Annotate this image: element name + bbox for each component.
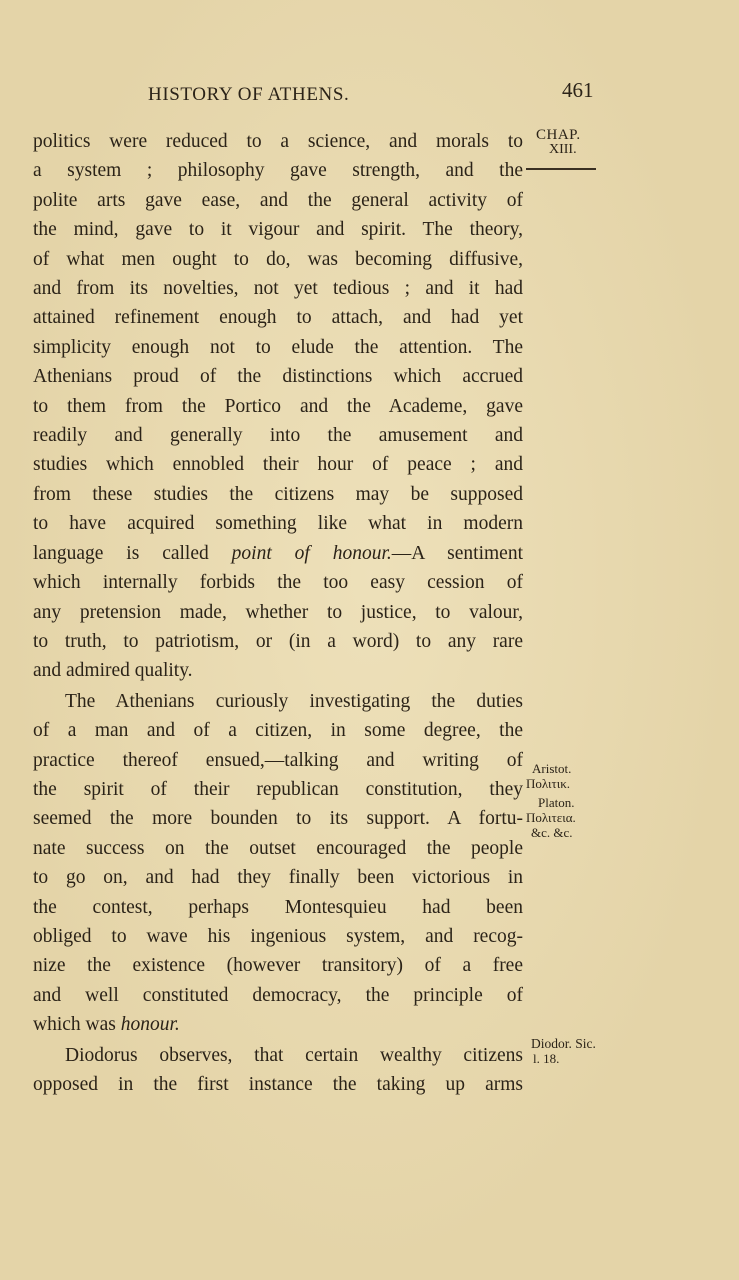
text-line: readily and generally into the amusement and <box>33 425 523 447</box>
text-line: which internally forbids the too easy cession of <box>33 572 523 594</box>
margin-note-etc: &c. &c. <box>531 825 573 840</box>
text-line: to truth, to patriotism, or (in a word) to any rare <box>33 630 523 652</box>
text-line: nate success on the outset encouraged the people <box>33 837 523 859</box>
text-line: nize the existence (however transitory) of a free <box>33 955 523 977</box>
text-line: to have acquired something like what in modern <box>33 513 523 535</box>
margin-note-aristot: Aristot. <box>532 761 572 776</box>
text-line: and well constituted democracy, the principle of <box>33 984 523 1006</box>
text-line <box>33 539 523 568</box>
text-line: a system ; philosophy gave strength, and the <box>33 160 523 182</box>
text-line: simplicity enough not to elude the attention. The <box>33 336 523 358</box>
text-segment: —A sentiment <box>391 542 523 564</box>
text-line: from these studies the citizens may be supposed <box>33 483 523 505</box>
text-line: and admired quality. <box>33 660 193 682</box>
text-line: obliged to wave his ingenious system, and recog- <box>33 925 523 947</box>
margin-note-platon: Platon. <box>538 795 575 810</box>
margin-note-politeia: Πολιτεια. <box>526 810 576 825</box>
text-line: attained refinement enough to attach, and had yet <box>33 307 523 329</box>
chapter-label: CHAP. <box>536 127 581 143</box>
text-line: practice thereof ensued,—talking and writing of <box>33 749 523 771</box>
paragraph-3 <box>33 1041 523 1100</box>
margin-note-diodor: Diodor. Sic. <box>531 1036 596 1051</box>
paragraph-1 <box>33 127 523 686</box>
page-number: 461 <box>562 78 594 102</box>
text-line: politics were reduced to a science, and morals to <box>33 131 523 152</box>
text-line: the contest, perhaps Montesquieu had been <box>33 896 523 918</box>
text-line: the spirit of their republican constitution, they <box>33 778 523 800</box>
text-line: of what men ought to do, was becoming diffusive, <box>33 248 523 270</box>
text-line <box>33 1010 523 1039</box>
text-line: Athenians proud of the distinctions which accrued <box>33 366 523 388</box>
text-line: of a man and of a citizen, in some degree, the <box>33 720 523 742</box>
chapter-rule <box>526 168 596 170</box>
margin-note-politika: Πολιτικ. <box>526 776 571 791</box>
text-line: to them from the Portico and the Academe, gave <box>33 395 523 417</box>
text-line: The Athenians curiously investigating the duties <box>65 690 523 712</box>
text-line: Diodorus observes, that certain wealthy citizens <box>65 1044 523 1066</box>
text-line: studies which ennobled their hour of peace ; and <box>33 454 523 476</box>
italic-phrase: point of honour. <box>231 542 392 564</box>
italic-phrase: honour. <box>120 1014 180 1036</box>
text-line: opposed in the first instance the taking up arms <box>33 1074 523 1095</box>
body-text <box>33 127 523 1099</box>
text-line: the mind, gave to it vigour and spirit. The theory, <box>33 219 523 241</box>
text-segment: language is called <box>33 542 232 564</box>
text-segment: which was <box>33 1014 121 1036</box>
text-line: to go on, and had they finally been victorious in <box>33 867 523 889</box>
margin-note-lib: l. 18. <box>533 1051 560 1066</box>
paragraph-2 <box>33 687 523 1040</box>
text-line: seemed the more bounden to its support. A fortu- <box>33 808 523 830</box>
chapter-number: XIII. <box>549 142 577 157</box>
text-line: polite arts gave ease, and the general activity of <box>33 189 523 211</box>
text-line: and from its novelties, not yet tedious ; and it had <box>33 278 523 300</box>
running-title: HISTORY OF ATHENS. <box>148 84 350 105</box>
text-line: any pretension made, whether to justice, to valour, <box>33 601 523 623</box>
